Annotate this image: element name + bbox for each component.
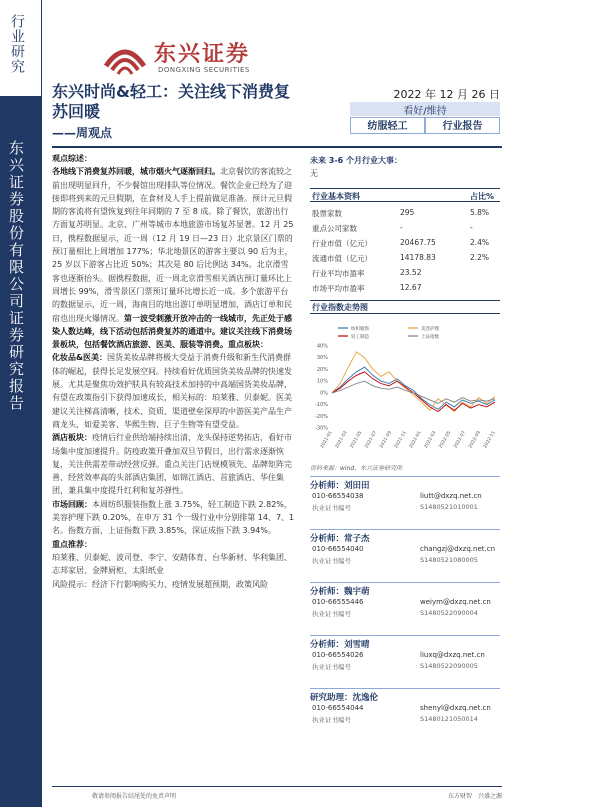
analyst-name: [310, 582, 500, 598]
analyst-cert-row: [310, 556, 500, 567]
y-tick-label: 10%: [316, 378, 328, 385]
analyst-email[interactable]: liuxq@dxzq.net.cn: [420, 651, 485, 659]
analyst-cert-label: 执业证书编号: [312, 557, 351, 565]
analyst-phone: 010-66555446: [312, 598, 364, 606]
table-row: [310, 235, 500, 250]
analyst-phone: 010-66554026: [312, 651, 364, 659]
table-cell-value: 295: [400, 208, 415, 217]
analyst-role: 研究助理：: [310, 693, 353, 703]
tag-type: 行业报告: [425, 117, 500, 134]
analyst-cert: S1480521010001: [420, 503, 478, 511]
logo-name-en: DONGXING SECURITIES: [158, 66, 250, 74]
table-row: [310, 205, 500, 220]
overview-heading: 观点综述：: [52, 154, 92, 163]
company-vertical-name: 东兴证券股份有限公司证券研究报告: [7, 140, 25, 412]
analyst-name: [310, 635, 500, 651]
y-tick-label: -10%: [315, 402, 328, 409]
table-cell-label: 市场平均市盈率: [312, 284, 365, 293]
hotel-text: 疫情后行业供给端持续出清，龙头保持逆势拓店，看好市场集中度加速提升。防疫政策开叠加双旦节假日，出行需求逐渐恢复，关注供需差带动经营反弹。重点关注门店规模领先、品牌矩阵完善、经营效率高的头部酒店集团，如锦江酒店、首旅酒店、华住集团，兼具集中度提升红利和复苏弹性。: [52, 433, 292, 496]
table-cell-value: 23.52: [400, 268, 422, 277]
table-cell-value: 14178.83: [400, 253, 436, 262]
table-cell-pct: 5.8%: [470, 208, 490, 217]
analyst-person: 沈逸伦: [352, 693, 379, 703]
analyst-contact-row: [310, 492, 500, 503]
index-trend-chart: [310, 318, 500, 458]
analyst-cert-row: [310, 609, 500, 620]
table-cell-label: 股票家数: [312, 209, 342, 218]
table-cell-pct: -: [470, 223, 473, 232]
analyst-cert: S1480522090005: [420, 662, 478, 670]
x-tick-label: 2021-09: [379, 430, 394, 450]
table-row: [310, 220, 500, 235]
analyst-cert: S1480121050014: [420, 715, 478, 723]
analyst-role: 分析师：: [310, 481, 345, 491]
analyst-block: [310, 688, 500, 726]
rating-badge: 看好/维持: [350, 102, 500, 116]
report-date: 2022 年 12 月 26 日: [350, 86, 500, 105]
analyst-contact-row: [310, 704, 500, 715]
x-tick-label: 2021-03: [334, 430, 349, 450]
analyst-role: 分析师：: [310, 587, 345, 597]
x-tick-label: 2022-11: [482, 430, 497, 450]
analyst-person: 常子杰: [344, 534, 370, 544]
x-tick-label: 2022-01: [408, 430, 423, 450]
chart-source: 资料来源：wind、东兴证券研究所: [310, 465, 403, 472]
analyst-person: 魏宇萌: [344, 587, 370, 597]
table-cell-pct: 2.4%: [470, 238, 490, 247]
analyst-name: [310, 688, 500, 704]
x-tick-label: 2022-03: [423, 430, 438, 450]
legend-label: 上证指数: [421, 335, 439, 340]
sidebar: [0, 0, 42, 807]
chart-title: 行业指数走势图: [310, 300, 500, 314]
analyst-block: [310, 529, 500, 567]
analyst-block: [310, 582, 500, 620]
analyst-cert-row: [310, 503, 500, 514]
analyst-contact-row: [310, 545, 500, 556]
analyst-email[interactable]: weiym@dxzq.net.cn: [420, 598, 491, 606]
y-tick-label: 20%: [316, 366, 328, 373]
analyst-email[interactable]: shenyl@dxzq.net.cn: [420, 704, 491, 712]
logo-name-cn: 东兴证券: [154, 42, 251, 67]
events-value: 无: [310, 169, 318, 178]
table-cell-label: 行业市值（亿元）: [312, 239, 372, 248]
table-row: [310, 265, 500, 280]
y-tick-label: 0%: [320, 390, 328, 397]
report-tags: [350, 117, 500, 134]
legend-label: 轻工制造: [351, 335, 369, 340]
category-label: 行业研究: [9, 14, 25, 74]
picks-text: 珀莱雅、贝泰妮、波司登、李宁、安踏体育、台华新材、华利集团、志邦家居、金牌厨柜、太阳纸业: [52, 552, 292, 576]
analyst-name: [310, 529, 500, 545]
analyst-cert-label: 执业证书编号: [312, 716, 351, 724]
cosmetics-heading: 化妆品&医美：: [52, 353, 107, 363]
analyst-cert: S1480521080005: [420, 556, 478, 564]
footer: [52, 786, 502, 800]
table-cell-label: 流通市值（亿元）: [312, 254, 372, 263]
overview-lead: 各地线下消费复苏回暖，城市烟火气逐渐回归。: [52, 167, 220, 177]
series-line: [332, 367, 495, 409]
hotel-heading: 酒店板块：: [52, 433, 92, 443]
table-cell-value: 20467.75: [400, 238, 436, 247]
analyst-cert: S1480522090004: [420, 609, 478, 617]
y-tick-label: -20%: [315, 413, 328, 420]
header-divider: [52, 146, 502, 148]
analyst-person: 刘雪晴: [344, 640, 370, 650]
analyst-role: 分析师：: [310, 534, 345, 544]
overview-text: 北京餐饮的客流较之前出现明显回升，不少餐馆出现排队等位情况。餐饮企业已经为了迎接即将到来的元旦假期，在食材及人手上提前做足准备。预计元旦假期的客流将有望恢复到往年同期的 7 至 8 成。除了餐饮，旅游出行方面复苏明显。北京、广州等城市本地旅游市场复苏显著。12 月 25 日，携程数据显示，近一周（12 月 19 日—23 日）北京景区门票的预订量相比上周增加 177%；华北地景区的游客主要以 90 后为主，25 岁以下游客占比近 50%；其次是 80 后比例达 34%。北京滑雪客也逐渐抬头。据携程数据，近一周北京滑雪相关酒店预订量环比上周增长 99%，滑雪景区门票预订量环比增长近一成。多个旅游平台的数据显示，近一周，海南目的地出游订单明显增加，酒店订单和民宿也出现火爆情况。: [52, 167, 294, 323]
x-tick-label: 2022-07: [453, 430, 468, 450]
table-title: 行业基本资料: [312, 192, 360, 201]
industry-table-header: [310, 188, 500, 202]
main-body: [52, 152, 296, 591]
table-row: [310, 250, 500, 265]
table-cell-label: 重点公司家数: [312, 224, 357, 233]
analyst-phone: 010-66554038: [312, 492, 364, 500]
logo-mark-icon: [102, 36, 148, 78]
analyst-cert-label: 执业证书编号: [312, 663, 351, 671]
x-tick-label: 2022-09: [468, 430, 482, 450]
y-tick-label: 40%: [316, 343, 328, 350]
series-line: [332, 372, 495, 412]
x-tick-label: 2021-01: [319, 430, 334, 450]
y-tick-label: 30%: [316, 355, 328, 362]
analyst-cert-row: [310, 662, 500, 673]
cosmetics-text: 国货美妆品牌将极大受益于消费升级和新生代消费群体的崛起，获得长足发展空间。持续看好优质国货美妆品牌的快速发展。尤其是聚焦功效护肤具有较高技术加持的中高端国货美妆品牌，有望在政策指引下获得加速成长，相关标的：珀莱雅、贝泰妮。医美建议关注梯高清晰，技术、资质、渠道壁垒深厚的中游医美产品生产商龙头，如爱美客、华熙生物、巨子生物等有望受益。: [52, 353, 292, 429]
table-cell-value: -: [400, 223, 403, 232]
report-subtitle: ——周观点: [52, 126, 113, 140]
y-tick-label: -30%: [315, 425, 328, 432]
footer-slogan: 东方财智 兴盛之源: [447, 793, 502, 800]
table-cell-label: 行业平均市盈率: [312, 269, 365, 278]
logo: [102, 36, 258, 82]
x-tick-label: 2021-11: [394, 430, 408, 450]
analyst-block: [310, 635, 500, 673]
x-tick-label: 2021-07: [364, 430, 379, 450]
footer-disclaimer: 敬请参阅报告结尾处的免责声明: [92, 793, 177, 800]
market-heading: 市场回顾：: [52, 499, 92, 509]
events-label: 未来 3-6 个月行业大事：: [310, 156, 403, 165]
analyst-phone: 010-66554044: [312, 704, 364, 712]
analyst-contact-row: [310, 598, 500, 609]
table-cell-value: 12.67: [400, 283, 422, 292]
table-col-pct: 占比%: [470, 192, 495, 201]
analyst-name: [310, 476, 500, 492]
analyst-cert-row: [310, 715, 500, 726]
market-text: 本周纺织服装指数上涨 3.75%，轻工制造下跌 2.82%，美容护理下跌 0.20%，在申万 31 个一级行业中分别排第 14、7、1 名。指数方面，上证指数下跌 3.85%，深证成指下跌 3.94%。: [52, 499, 295, 536]
picks-heading: 重点推荐：: [52, 539, 92, 549]
overview-bold: 第一波受刺激开放冲击的一线城市，先正处于感染人数达峰，线下活动包括消费复苏的通道中。建议关注线下消费场景板块，包括餐饮酒店旅游、医美、服装等消费。重点板块：: [52, 313, 292, 350]
series-line: [332, 381, 495, 403]
table-cell-pct: 2.2%: [470, 253, 490, 262]
x-tick-label: 2021-05: [349, 430, 364, 450]
series-line: [332, 352, 495, 412]
analyst-phone: 010-66554040: [312, 545, 364, 553]
legend-label: 美容护理: [421, 327, 439, 332]
tag-industry: 纺服轻工: [350, 117, 425, 134]
report-title: 东兴时尚&轻工：关注线下消费复苏回暖: [52, 82, 290, 121]
analyst-person: 刘田田: [344, 481, 370, 491]
analyst-cert-label: 执业证书编号: [312, 610, 351, 618]
analyst-role: 分析师：: [310, 640, 345, 650]
legend-label: 纺织服饰: [351, 327, 369, 332]
analyst-contact-row: [310, 651, 500, 662]
analyst-block: [310, 476, 500, 514]
analyst-email[interactable]: liutt@dxzq.net.cn: [420, 492, 482, 500]
analyst-cert-label: 执业证书编号: [312, 504, 351, 512]
analyst-email[interactable]: changzj@dxzq.net.cn: [420, 545, 496, 553]
table-row: [310, 280, 500, 295]
risk-text: 风险提示：经济下行影响购买力、疫情发展超预期，政策风险: [52, 579, 268, 589]
x-tick-label: 2022-05: [438, 430, 453, 450]
